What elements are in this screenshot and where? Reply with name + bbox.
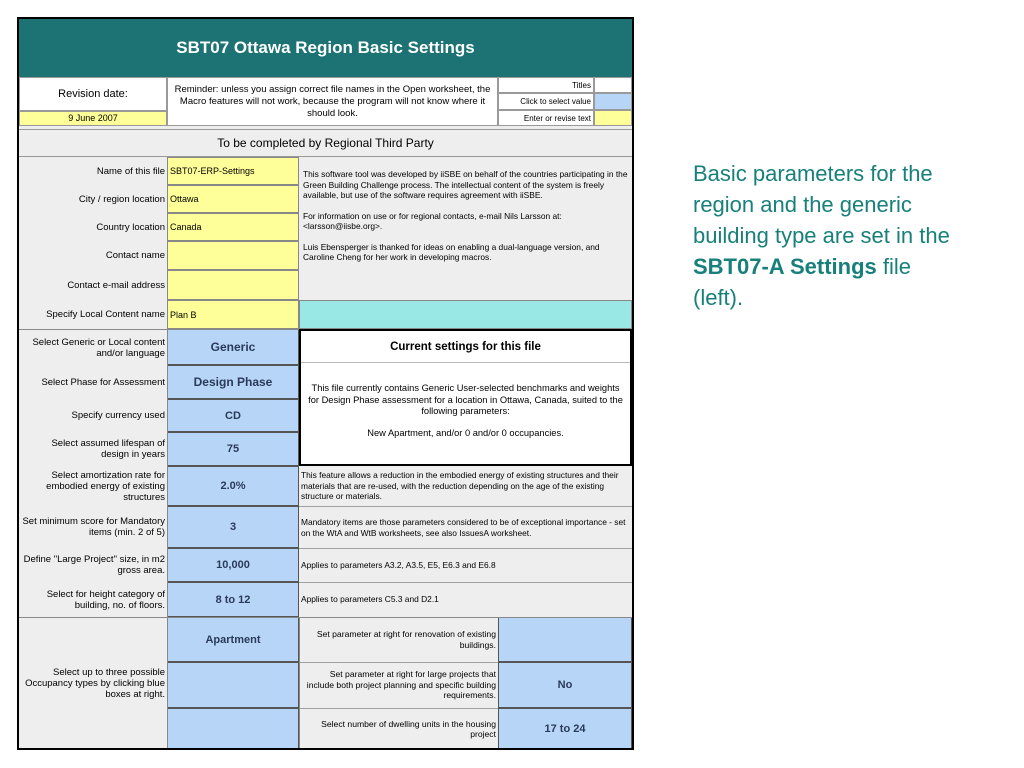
occupancy-select-2[interactable]	[167, 662, 299, 708]
generic-local-select[interactable]: Generic	[167, 329, 299, 365]
grid-divider	[299, 617, 300, 750]
local-content-band	[299, 300, 632, 329]
city-input[interactable]: Ottawa	[167, 185, 299, 213]
label-file-name: Name of this file	[96, 165, 165, 177]
country-input[interactable]: Canada	[167, 213, 299, 241]
grid-divider	[167, 157, 168, 750]
label-dwelling: Select number of dwelling units in the housing project	[321, 718, 496, 739]
grid-divider	[299, 548, 632, 549]
label-lifespan: Select assumed lifespan of design in years	[51, 438, 165, 460]
current-settings-title: Current settings for this file	[301, 331, 630, 363]
label-generic-local: Select Generic or Local content and/or language	[32, 337, 165, 359]
occupancy-select-1[interactable]: Apartment	[167, 617, 299, 662]
info-paragraph: For information on use or for regional contacts, e-mail Nils Larsson at: <larsson@iisbe.org>.	[303, 210, 562, 231]
section-title: To be completed by Regional Third Party	[19, 129, 632, 157]
revision-date[interactable]: 9 June 2007	[19, 111, 167, 126]
large-project-select[interactable]: 10,000	[167, 548, 299, 582]
amortization-note: This feature allows a reduction in the embodied energy of existing structures and their materials that are re-used, with the reduction depending on the age of the existing structure or materials.	[301, 470, 619, 501]
label-phase: Select Phase for Assessment	[41, 376, 165, 388]
label-contact-name: Contact name	[105, 250, 165, 261]
label-country: Country location	[96, 221, 165, 233]
label-occupancy: Select up to three possible Occupancy types by clicking blue boxes at right.	[25, 667, 165, 700]
min-score-select[interactable]: 3	[167, 506, 299, 548]
grid-divider	[299, 708, 498, 709]
occupancy-select-3[interactable]	[167, 708, 299, 750]
amortization-select[interactable]: 2.0%	[167, 466, 299, 506]
current-settings-description: This file currently contains Generic User-selected benchmarks and weights for Design Phase assessment for a location in Ottawa, Canada, suited to the following parameters:	[308, 383, 623, 416]
label-large-project: Define "Large Project" size, in m2 gross area.	[23, 554, 165, 576]
contact-email-input[interactable]	[167, 270, 299, 300]
label-renovation: Set parameter at right for renovation of existing buildings.	[316, 629, 496, 650]
file-name-input[interactable]: SBT07-ERP-Settings	[167, 157, 299, 185]
grid-divider	[299, 582, 632, 583]
current-settings-text	[307, 383, 624, 463]
height-select[interactable]: 8 to 12	[167, 582, 299, 617]
info-text	[301, 169, 632, 299]
renovation-select[interactable]	[498, 617, 632, 662]
local-content-input[interactable]: Plan B	[167, 300, 299, 329]
currency-select[interactable]: CD	[167, 399, 299, 432]
large-project-note: Applies to parameters A3.2, A3.5, E5, E6.3 and E6.8	[301, 559, 496, 570]
grid-divider	[19, 329, 299, 330]
label-currency: Specify currency used	[71, 410, 165, 421]
sheet-title: SBT07 Ottawa Region Basic Settings	[19, 19, 632, 77]
phase-select[interactable]: Design Phase	[167, 365, 299, 399]
height-note: Applies to parameters C5.3 and D2.1	[301, 594, 439, 605]
side-annotation	[693, 158, 953, 313]
contact-name-input[interactable]	[167, 241, 299, 270]
label-city: City / region location	[78, 193, 165, 205]
label-height: Select for height category of building, no. of floors.	[46, 588, 165, 611]
legend-titles: Titles	[498, 77, 594, 93]
side-annotation-text: Basic parameters for the region and the generic building type are set in the	[693, 161, 950, 248]
grid-divider	[299, 506, 632, 507]
info-paragraph: Luis Ebensperger is thanked for ideas on enabling a dual-language version, and Caroline Cheng for her work in developing macros.	[303, 241, 600, 262]
grid-divider	[299, 662, 498, 663]
legend-click: Click to select value	[498, 93, 594, 110]
mandatory-note: Mandatory items are those parameters considered to be of exceptional importance - set on the WtA and WtB worksheets, see also IssuesA worksheet.	[301, 517, 626, 538]
revision-label: Revision date:	[19, 77, 167, 111]
grid-divider	[19, 617, 632, 618]
current-settings-occupancies: New Apartment, and/or 0 and/or 0 occupancies.	[367, 427, 564, 438]
legend-enter: Enter or revise text	[498, 110, 594, 126]
large-planning-select[interactable]: No	[498, 662, 632, 708]
legend-titles-swatch	[594, 77, 632, 93]
side-annotation-text-end: file (left).	[693, 254, 912, 310]
dwelling-select[interactable]: 17 to 24	[498, 708, 632, 750]
settings-sheet	[17, 17, 634, 750]
label-contact-email: Contact e-mail address	[67, 279, 165, 291]
legend-click-swatch	[594, 93, 632, 110]
side-annotation-bold: SBT07-A Settings	[693, 254, 877, 279]
label-local-content: Specify Local Content name	[46, 309, 165, 320]
legend-enter-swatch	[594, 110, 632, 126]
label-large-planning: Set parameter at right for large projects that include both project planning and specific building requirements.	[306, 669, 496, 701]
info-paragraph: This software tool was developed by iiSBE on behalf of the countries participating in the Green Building Challenge process. The intellectual content of the system is freely available, but use of the software requires agreement with iiSBE.	[303, 169, 628, 200]
lifespan-select[interactable]: 75	[167, 432, 299, 466]
reminder-text: Reminder: unless you assign correct file names in the Open worksheet, the Macro features will not work, because the program will not know where it should look.	[167, 77, 498, 126]
label-amortization: Select amortization rate for embodied energy of existing structures	[46, 469, 165, 503]
label-min-score: Set minimum score for Mandatory items (min. 2 of 5)	[22, 516, 165, 538]
